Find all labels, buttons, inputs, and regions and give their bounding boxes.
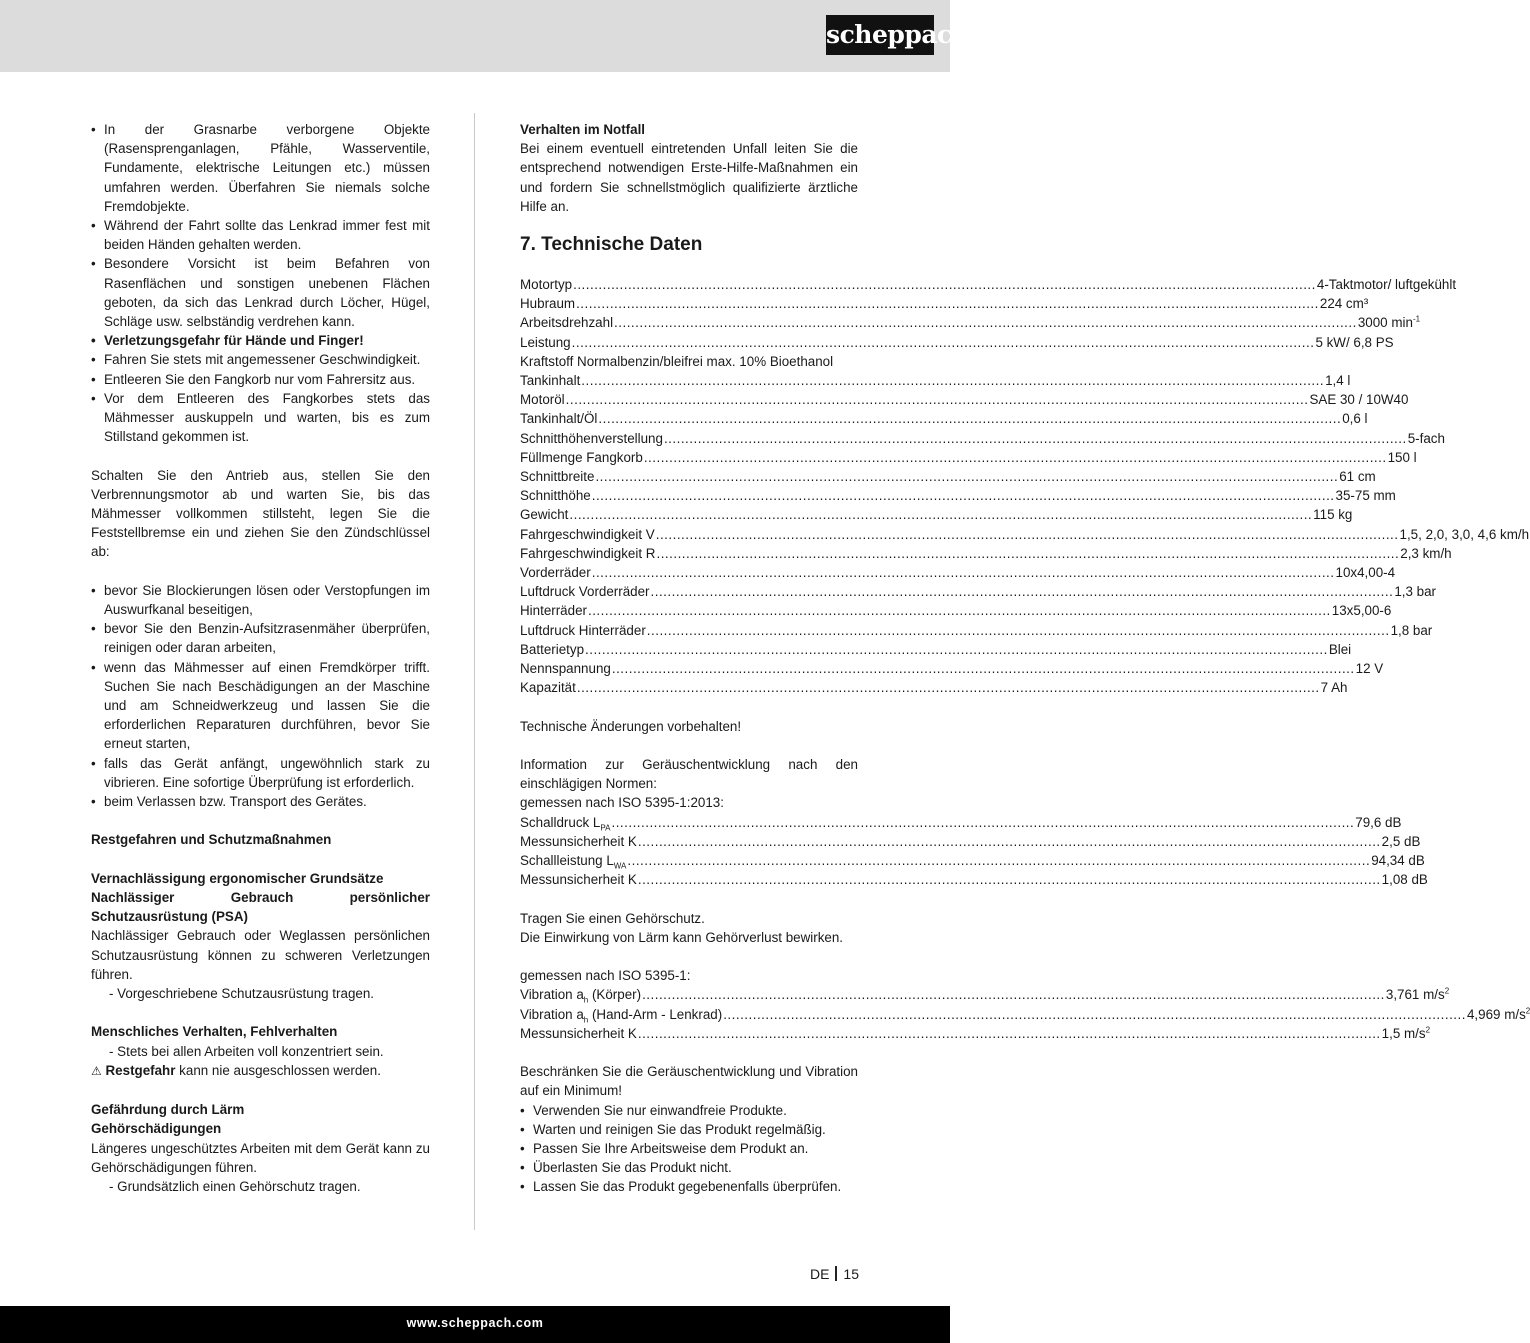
list-item: • beim Verlassen bzw. Transport des Gerätes.	[91, 792, 430, 811]
spec-row: Schnitthöhenverstellung ..... 5-fach	[520, 429, 858, 448]
language-code: DE	[809, 1266, 830, 1282]
spec-row: Arbeitsdrehzahl ..... 3000 $\min^{-1}$	[520, 313, 858, 332]
vibration-spec-table	[520, 985, 1530, 1043]
noise-text: Längeres ungeschütztes Arbeiten mit dem Gerät kann zu Gehörschädigungen führen.	[91, 1140, 430, 1175]
spec-row: Hinterräder ..... 13x5,00-6	[520, 601, 858, 620]
limit-text: Beschränken Sie die Geräuschentwicklung und Vibration auf ein Minimum!	[520, 1064, 858, 1099]
spec-row: Füllmenge Fangkorb ..... 150 l	[520, 448, 858, 467]
page-number	[810, 1265, 859, 1283]
residual-risk-note	[91, 1061, 430, 1081]
spec-row: Messunsicherheit K ..... 1,08 dB	[520, 870, 858, 889]
list-item: • falls das Gerät anfängt, ungewöhnlich stark zu vibrieren. Eine sofortige Überprüfung ist erforderlich.	[91, 754, 430, 792]
right-column	[520, 120, 1530, 1197]
left-column	[91, 120, 430, 1196]
brand-logo: scheppach	[826, 15, 934, 55]
emergency-heading: Verhalten im Notfall	[520, 122, 646, 137]
list-item: • In der Grasnarbe verborgene Objekte (Rasensprenganlagen, Pfähle, Wasserventile, Fundamente, elektrische Leitungen etc.) müssen umfahren werden. Überfahren Sie niemals solche Fremdobjekte.	[91, 120, 430, 216]
ergonomics-heading: Vernachlässigung ergonomischer Grundsätze	[91, 870, 384, 886]
list-item: • Besondere Vorsicht ist beim Befahren von Rasenflächen und sonstigen unebenen Flächen geboten, da sich das Lenkrad durch Löcher, Hügel, Schläge usw. selbständig verdrehen kann.	[91, 254, 430, 331]
spec-row: Schallleistung $L_{WA}$ ..... 94,34 dB	[520, 851, 858, 870]
noise-spec-table	[520, 813, 1428, 890]
spec-row: Tankinhalt ..... 1,4 l	[520, 371, 858, 390]
hearing-damage-heading: Gehörschädigungen	[91, 1121, 222, 1137]
list-item: • Während der Fahrt sollte das Lenkrad immer fest mit beiden Händen gehalten werden.	[91, 216, 430, 254]
spec-row-fuel: Kraftstoff Normalbenzin/bleifrei max. 10% Bioethanol	[520, 353, 834, 369]
list-item: • Warten und reinigen Sie das Produkt regelmäßig.	[520, 1120, 858, 1139]
spec-row: Vibration $a_h$ (Hand-Arm - Lenkrad) ..... 4,969 $m/s^2$	[520, 1005, 858, 1024]
ear-protection-text: Tragen Sie einen Gehörschutz.	[520, 910, 705, 926]
spec-row: Fahrgeschwindigkeit R ..... 2,3 km/h	[520, 544, 858, 563]
spec-row: Schnitthöhe ..... 35-75 mm	[520, 486, 858, 505]
spec-row: Leistung ..... 5 kW/ 6,8 PS	[520, 333, 858, 352]
spec-row: Motoröl ..... SAE 30 / 10W40	[520, 390, 858, 409]
list-item: • Fahren Sie stets mit angemessener Geschwindigkeit.	[91, 350, 430, 369]
header-bar	[0, 0, 970, 72]
list-item: • Entleeren Sie den Fangkorb nur vom Fahrersitz aus.	[91, 370, 430, 389]
warning-triangle-icon: ⚠	[91, 1063, 102, 1078]
spec-row: Kapazität ..... 7 Ah	[520, 678, 858, 697]
spec-row: Luftdruck Vorderräder ..... 1,3 bar	[520, 582, 858, 601]
human-behaviour-heading: Menschliches Verhalten, Fehlverhalten	[91, 1024, 338, 1040]
spec-row: Schalldruck $L_{PA}$ ..... 79,6 dB	[520, 813, 858, 832]
list-item: • bevor Sie Blockierungen lösen oder Verstopfungen im Auswurfkanal beseitigen,	[91, 581, 430, 619]
page-number-value: 15	[843, 1266, 859, 1282]
ppe-text: Nachlässiger Gebrauch oder Weglassen persönlichen Schutzausrüstung können zu schweren Verletzungen führen.	[91, 928, 430, 982]
hearing-loss-text: Die Einwirkung von Lärm kann Gehörverlust bewirken.	[520, 929, 844, 945]
footer-bar	[0, 1306, 950, 1343]
human-behaviour-action: - Stets bei allen Arbeiten voll konzentriert sein.	[109, 1043, 384, 1059]
list-item: • Verwenden Sie nur einwandfreie Produkte.	[520, 1101, 858, 1120]
spec-row: Luftdruck Hinterräder ..... 1,8 bar	[520, 621, 858, 640]
changes-note: Technische Änderungen vorbehalten!	[520, 718, 742, 734]
spec-row: Messunsicherheit K ..... 2,5 dB	[520, 832, 858, 851]
ppe-heading: Nachlässiger Gebrauch persönlicher Schutzausrüstung (PSA)	[91, 890, 430, 925]
residual-risk-label: Restgefahr	[105, 1062, 176, 1078]
residual-risk-text: kann nie ausgeschlossen werden.	[175, 1062, 381, 1078]
spec-row: Vibration $a_h$ (Körper) ..... 3,761 $m/s^2$	[520, 985, 858, 1004]
spec-row: Batterietyp ..... Blei	[520, 640, 858, 659]
shutdown-paragraph: Schalten Sie den Antrieb aus, stellen Sie den Verbrennungsmotor ab und warten Sie, bis das Mähmesser vollkommen stillsteht, legen Sie die Feststellbremse ein und ziehen Sie den Zündschlüssel ab:	[91, 467, 430, 560]
shutdown-bullet-list	[91, 581, 430, 811]
website-link[interactable]: www.scheppach.com	[406, 1316, 544, 1330]
noise-norm: gemessen nach ISO 5395-1:2013:	[520, 795, 724, 811]
safety-bullet-list	[91, 120, 430, 446]
spec-row: Motortyp ..... 4-Taktmotor/ luftgekühlt	[520, 275, 858, 294]
noise-action: - Grundsätzlich einen Gehörschutz tragen.	[109, 1179, 361, 1195]
spec-row: Gewicht ..... 115 kg	[520, 505, 858, 524]
spec-row: Hubraum ..... 224 cm³	[520, 294, 858, 313]
emergency-text: Bei einem eventuell eintretenden Unfall leiten Sie die entsprechend notwendigen Erste-Hilfe-Maßnahmen ein und fordern Sie schnellstmöglich qualifizierte ärztliche Hilfe an.	[520, 141, 858, 214]
column-divider	[474, 113, 475, 1230]
list-item: • Passen Sie Ihre Arbeitsweise dem Produkt an.	[520, 1139, 858, 1158]
noise-info-text: Information zur Geräuschentwicklung nach den einschlägigen Normen:	[520, 757, 858, 792]
spec-row: Schnittbreite ..... 61 cm	[520, 467, 858, 486]
spec-table	[520, 275, 1530, 697]
ppe-action: - Vorgeschriebene Schutzausrüstung tragen.	[109, 986, 375, 1002]
noise-hazard-heading: Gefährdung durch Lärm	[91, 1102, 245, 1118]
list-item: • Vor dem Entleeren des Fangkorbes stets das Mähmesser auskuppeln und warten, bis es zum Stillstand gekommen ist.	[91, 389, 430, 447]
spec-row: Fahrgeschwindigkeit V ..... 1,5, 2,0, 3,0, 4,6 km/h	[520, 525, 858, 544]
spec-row: Tankinhalt/Öl ..... 0,6 l	[520, 409, 858, 428]
list-item: • bevor Sie den Benzin-Aufsitzrasenmäher überprüfen, reinigen oder daran arbeiten,	[91, 619, 430, 657]
section-title: 7. Technische Daten	[520, 234, 703, 256]
list-item-warning: • Verletzungsgefahr für Hände und Finger!	[91, 331, 430, 350]
spec-row: Nennspannung ..... 12 V	[520, 659, 858, 678]
list-item: • Überlasten Sie das Produkt nicht.	[520, 1158, 858, 1177]
residual-risks-heading: Restgefahren und Schutzmaßnahmen	[91, 832, 332, 848]
limit-bullet-list	[520, 1101, 858, 1197]
list-item: • wenn das Mähmesser auf einen Fremdkörper trifft. Suchen Sie nach Beschädigungen an der Maschine und am Schneidwerkzeug und lassen Sie die erforderlichen Reparaturen durchführen, bevor Sie erneut starten,	[91, 658, 430, 754]
spec-row: Messunsicherheit K ..... 1,5 $m/s^2$	[520, 1024, 858, 1043]
spec-row: Vorderräder ..... 10x4,00-4	[520, 563, 858, 582]
list-item: • Lassen Sie das Produkt gegebenenfalls überprüfen.	[520, 1177, 858, 1196]
vibration-norm: gemessen nach ISO 5395-1:	[520, 968, 691, 984]
